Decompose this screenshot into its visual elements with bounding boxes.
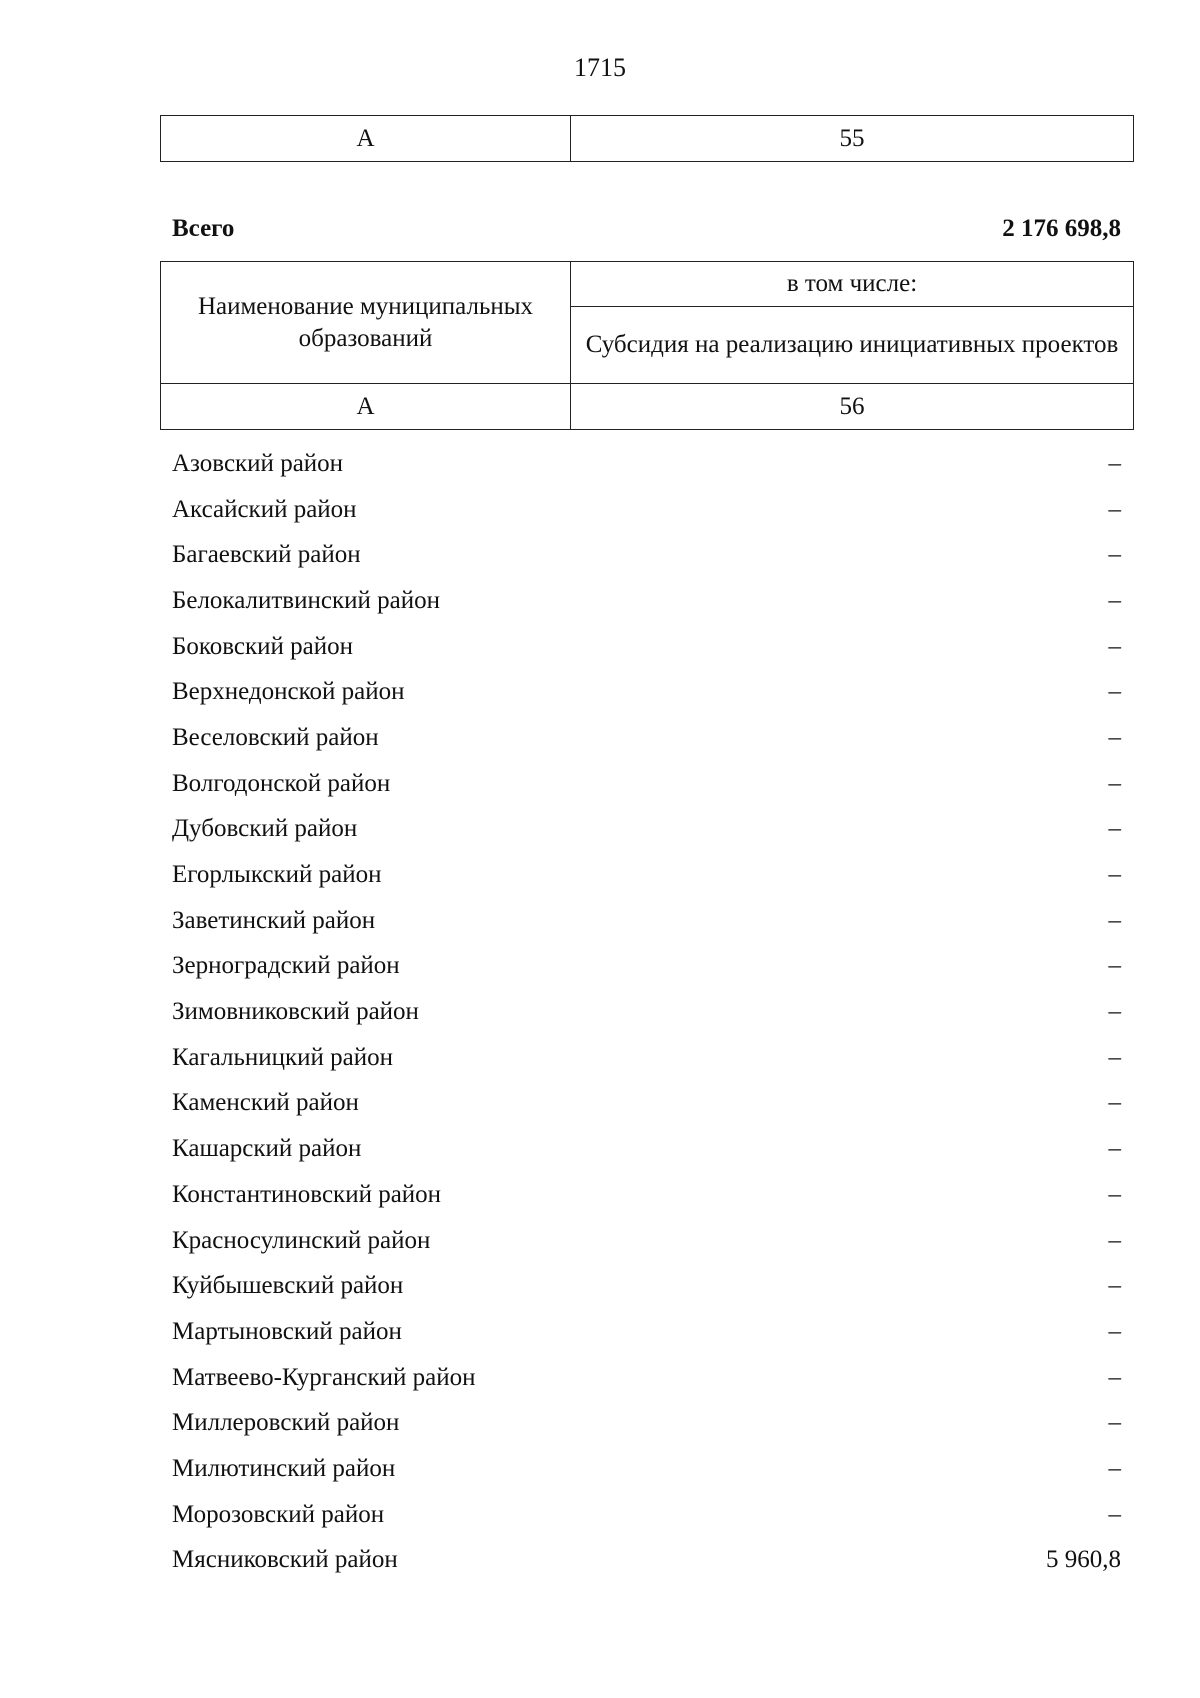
subsidy-header: Субсидия на реализацию инициативных проектов	[571, 307, 1134, 384]
municipality-name: Кагальницкий район	[172, 1043, 394, 1071]
subsidy-value: –	[1108, 906, 1121, 934]
municipality-name: Мясниковский район	[172, 1546, 398, 1574]
subsidy-value: –	[1108, 541, 1121, 569]
table-row	[172, 1309, 1121, 1355]
table-row	[172, 1355, 1121, 1401]
municipality-name: Аксайский район	[172, 495, 357, 523]
column-code-a: А	[161, 116, 571, 162]
total-row	[172, 213, 1121, 245]
municipality-name: Заветинский район	[172, 906, 376, 934]
municipality-name: Красносулинский район	[172, 1226, 431, 1254]
subsidy-value: –	[1108, 1454, 1121, 1482]
table-row	[172, 1126, 1121, 1172]
subsidy-value: –	[1108, 998, 1121, 1026]
subsidy-value: –	[1108, 815, 1121, 843]
header-row-codes	[161, 384, 1134, 430]
page-number: 1715	[574, 53, 626, 82]
subsidy-value: –	[1108, 1135, 1121, 1163]
table-header	[160, 261, 1134, 430]
table-row	[172, 807, 1121, 853]
including-header: в том числе:	[571, 262, 1134, 307]
subsidy-value: –	[1108, 1317, 1121, 1345]
header-code-a: А	[161, 384, 571, 430]
header-code-56: 56	[571, 384, 1134, 430]
municipality-name: Морозовский район	[172, 1500, 385, 1528]
table-row	[172, 1263, 1121, 1309]
continuation-header-table	[160, 115, 1134, 162]
municipality-name: Каменский район	[172, 1089, 359, 1117]
subsidy-value: –	[1108, 449, 1121, 477]
table-row	[172, 1446, 1121, 1492]
subsidy-value: –	[1108, 952, 1121, 980]
municipal-name-header: Наименование муниципальных образований	[161, 262, 571, 384]
municipality-name: Зимовниковский район	[172, 998, 419, 1026]
municipality-name: Верхнедонской район	[172, 678, 405, 706]
subsidy-value: –	[1108, 861, 1121, 889]
table-row	[172, 487, 1121, 533]
municipality-name: Волгодонской район	[172, 769, 391, 797]
subsidy-value: –	[1108, 678, 1121, 706]
table-row	[172, 1400, 1121, 1446]
municipality-name: Матвеево-Курганский район	[172, 1363, 476, 1391]
table-row	[172, 578, 1121, 624]
municipality-name: Милютинский район	[172, 1454, 396, 1482]
table-row	[172, 944, 1121, 990]
subsidy-value: –	[1108, 586, 1121, 614]
column-code-55: 55	[571, 116, 1134, 162]
total-label: Всего	[172, 215, 235, 242]
header-row-including	[161, 262, 1134, 307]
table-row	[172, 441, 1121, 487]
table-row	[172, 624, 1121, 670]
table-row	[172, 1172, 1121, 1218]
table-row	[172, 669, 1121, 715]
municipality-name: Мартыновский район	[172, 1317, 402, 1345]
table-row	[172, 989, 1121, 1035]
subsidy-value: –	[1108, 1043, 1121, 1071]
municipality-name: Веселовский район	[172, 723, 379, 751]
total-value: 2 176 698,8	[1002, 215, 1121, 242]
municipality-name: Багаевский район	[172, 541, 361, 569]
municipality-name: Егорлыкский район	[172, 861, 382, 889]
table-row	[172, 1492, 1121, 1538]
municipality-name: Зерноградский район	[172, 952, 400, 980]
subsidy-value: 5 960,8	[1046, 1546, 1121, 1574]
table-row	[172, 1218, 1121, 1264]
table-row	[172, 715, 1121, 761]
table-row	[172, 1538, 1121, 1584]
subsidy-value: –	[1108, 1226, 1121, 1254]
municipality-name: Азовский район	[172, 449, 344, 477]
subsidy-value: –	[1108, 1500, 1121, 1528]
subsidy-value: –	[1108, 723, 1121, 751]
subsidy-value: –	[1108, 1409, 1121, 1437]
municipality-name: Миллеровский район	[172, 1409, 400, 1437]
subsidy-value: –	[1108, 632, 1121, 660]
subsidy-value: –	[1108, 1363, 1121, 1391]
municipality-name: Кашарский район	[172, 1135, 362, 1163]
municipality-name: Дубовский район	[172, 815, 358, 843]
municipality-list	[172, 441, 1121, 1583]
subsidy-value: –	[1108, 1180, 1121, 1208]
table-row	[172, 1035, 1121, 1081]
municipality-name: Константиновский район	[172, 1180, 442, 1208]
subsidy-value: –	[1108, 1089, 1121, 1117]
table-row	[172, 852, 1121, 898]
municipality-name: Белокалитвинский район	[172, 586, 440, 614]
table-row	[172, 761, 1121, 807]
municipality-name: Боковский район	[172, 632, 353, 660]
table-row	[172, 898, 1121, 944]
subsidy-value: –	[1108, 769, 1121, 797]
subsidy-value: –	[1108, 495, 1121, 523]
column-codes-row	[161, 116, 1134, 162]
table-row	[172, 1081, 1121, 1127]
subsidy-value: –	[1108, 1272, 1121, 1300]
municipality-name: Куйбышевский район	[172, 1272, 404, 1300]
table-row	[172, 532, 1121, 578]
